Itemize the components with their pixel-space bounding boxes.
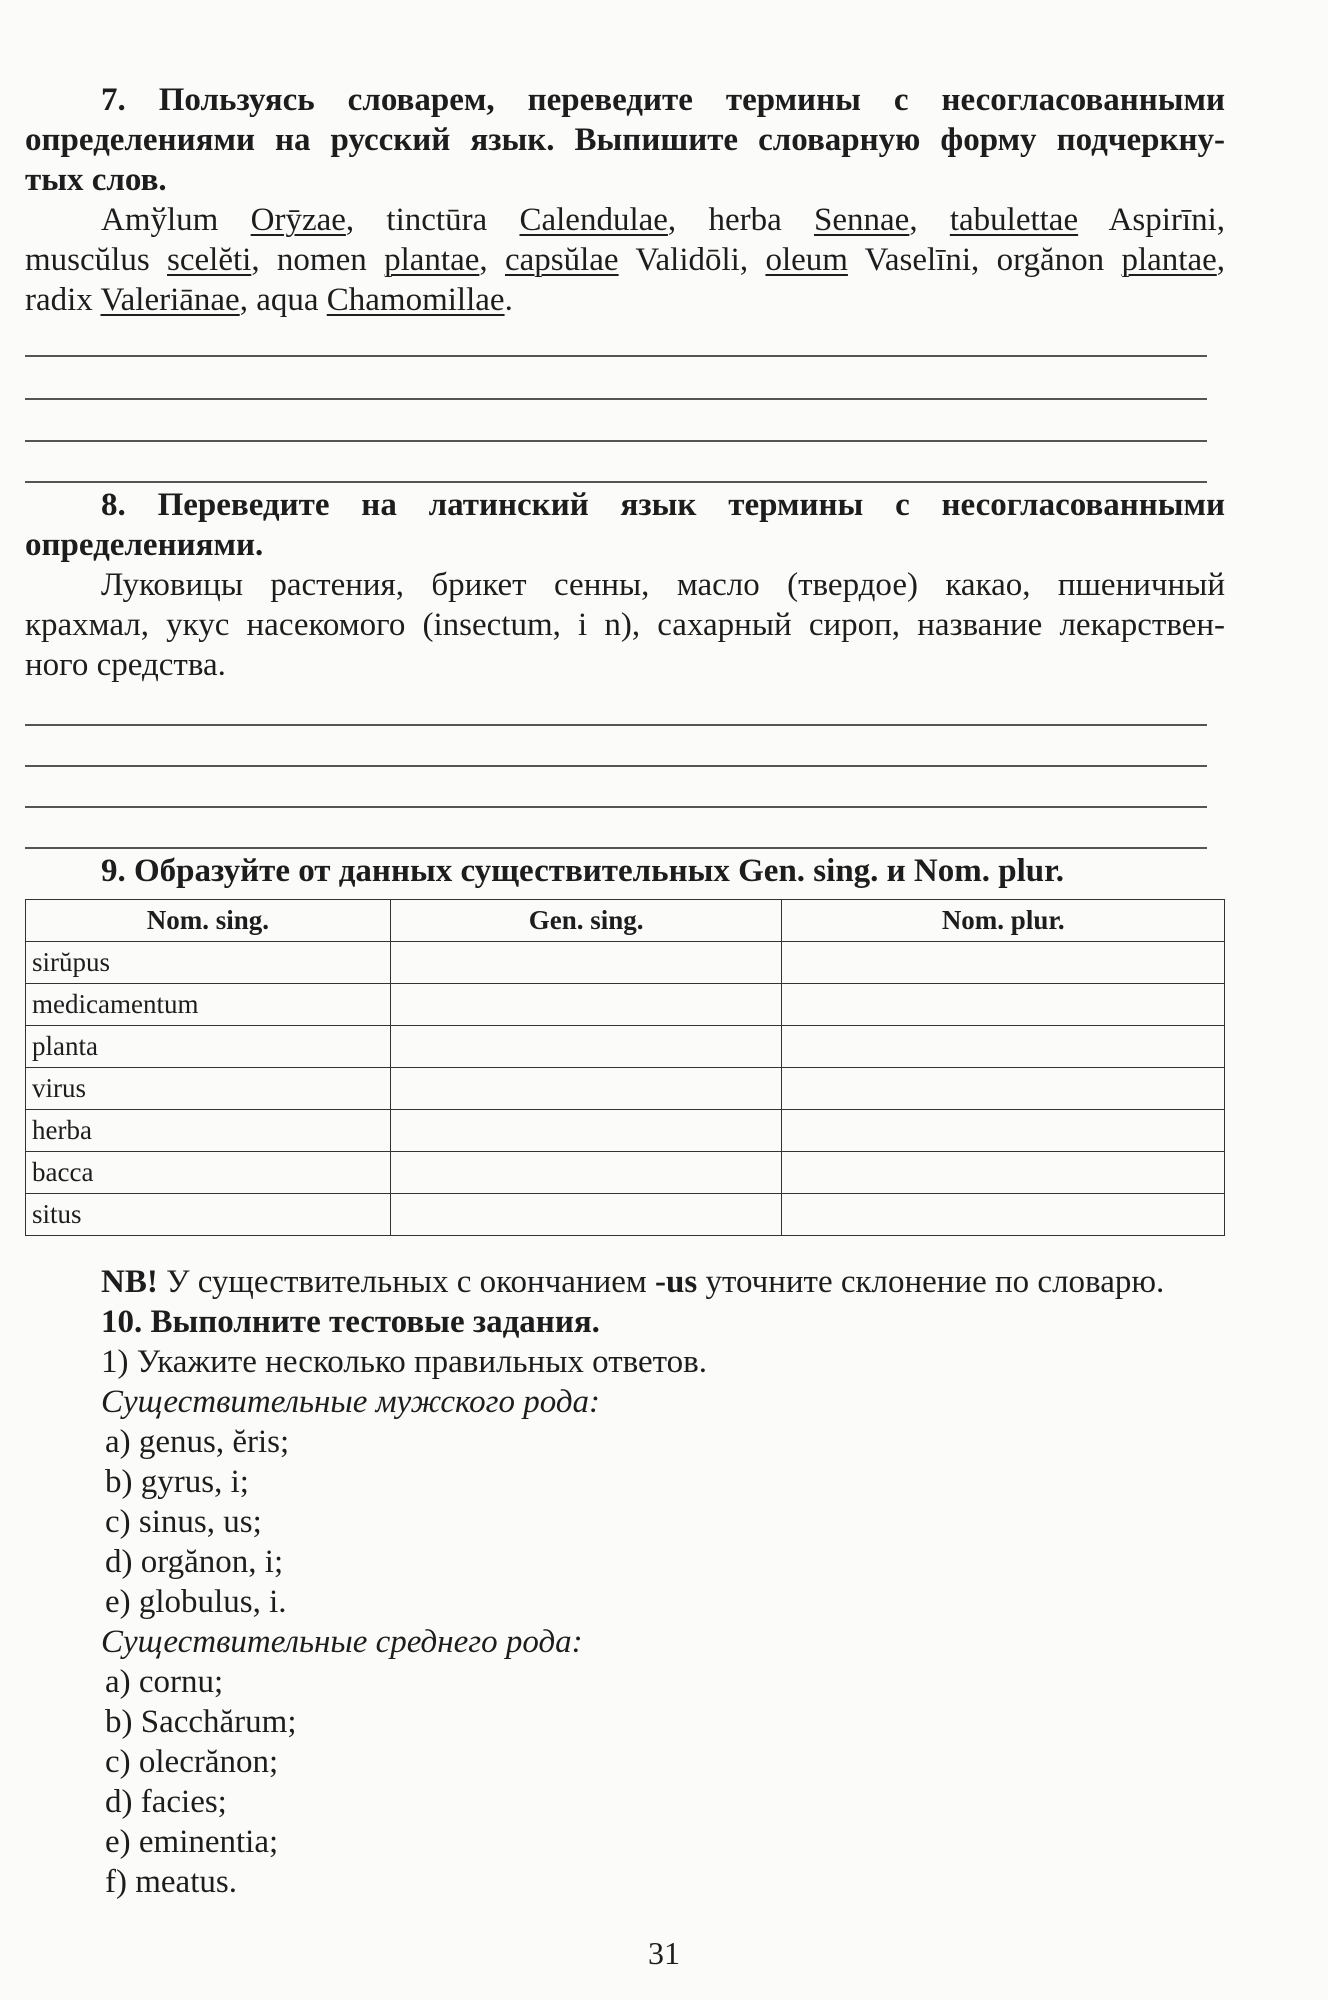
exercise-7-heading-line-1: 7. Пользуясь словарем, переведите термины с несогласованными bbox=[101, 82, 1225, 118]
nom-plur-answer-cell[interactable] bbox=[782, 1110, 1225, 1152]
nom-sing-cell: herba bbox=[26, 1110, 391, 1152]
table-row bbox=[26, 1068, 1225, 1110]
exercise-10-instruction: 1) Укажите несколько правильных ответов. bbox=[101, 1344, 707, 1380]
answer-line[interactable] bbox=[25, 765, 1207, 767]
gen-sing-answer-cell[interactable] bbox=[390, 984, 782, 1026]
exercise-7-terms-line-2: muscŭlus scelĕti, nomen plantae, capsŭlae Validōli, oleum Vaselīni, orgănon plantae, bbox=[25, 242, 1226, 278]
gen-sing-answer-cell[interactable] bbox=[390, 1194, 782, 1236]
answer-line[interactable] bbox=[25, 847, 1207, 849]
page-number: 31 bbox=[648, 1935, 680, 1971]
exercise-10-heading: 10. Выполните тестовые задания. bbox=[101, 1304, 600, 1340]
gen-sing-answer-cell[interactable] bbox=[390, 942, 782, 984]
answer-line[interactable] bbox=[25, 440, 1207, 442]
exercise-7-terms-line-1: Amўlum Orȳzae, tinctūra Calendulae, herba Sennae, tabulettae Aspirīni, bbox=[101, 202, 1225, 238]
column-header-gen-sing: Gen. sing. bbox=[390, 900, 782, 942]
exercise-7-heading-line-3: тых слов. bbox=[25, 162, 167, 198]
table-row bbox=[26, 942, 1225, 984]
exercise-7 bbox=[25, 80, 1225, 320]
nom-plur-answer-cell[interactable] bbox=[782, 942, 1225, 984]
table-row bbox=[26, 1194, 1225, 1236]
nom-plur-answer-cell[interactable] bbox=[782, 1152, 1225, 1194]
table-row bbox=[26, 1026, 1225, 1068]
nb-label: NB! bbox=[101, 1264, 158, 1300]
table-row bbox=[26, 984, 1225, 1026]
exercise-8-heading-line-2: определениями. bbox=[25, 527, 264, 563]
nom-plur-answer-cell[interactable] bbox=[782, 984, 1225, 1026]
exercise-8-body-line-1: Луковицы растения, брикет сенны, масло (твердое) какао, пшеничный bbox=[101, 567, 1225, 603]
nom-plur-answer-cell[interactable] bbox=[782, 1194, 1225, 1236]
answer-option[interactable]: f) meatus. bbox=[105, 1864, 237, 1900]
gen-sing-answer-cell[interactable] bbox=[390, 1152, 782, 1194]
gen-sing-answer-cell[interactable] bbox=[390, 1068, 782, 1110]
exercise-8-body-line-3: ного средства. bbox=[25, 647, 226, 683]
exercise-8-body-line-2: крахмал, укус насекомого (insectum, i n), сахарный сироп, название лекарствен- bbox=[25, 607, 1225, 643]
answer-option[interactable]: c) olecrănon; bbox=[105, 1744, 279, 1780]
answer-option[interactable]: b) Sacchărum; bbox=[105, 1704, 297, 1740]
exercise-10 bbox=[25, 1262, 1225, 1902]
nom-sing-cell: virus bbox=[26, 1068, 391, 1110]
column-header-nom-plur: Nom. plur. bbox=[782, 900, 1225, 942]
exercise-8 bbox=[25, 485, 1225, 685]
answer-line[interactable] bbox=[25, 481, 1207, 483]
table-header-row bbox=[26, 900, 1225, 942]
exercise-9 bbox=[25, 851, 1225, 1236]
answer-line[interactable] bbox=[25, 398, 1207, 400]
answer-option[interactable]: d) facies; bbox=[105, 1784, 227, 1820]
answer-line[interactable] bbox=[25, 724, 1207, 726]
nom-sing-cell: medicamentum bbox=[26, 984, 391, 1026]
nom-sing-cell: bacca bbox=[26, 1152, 391, 1194]
nb-ending: -us bbox=[655, 1264, 698, 1300]
answer-line[interactable] bbox=[25, 355, 1207, 357]
answer-line[interactable] bbox=[25, 806, 1207, 808]
masculine-group-title: Существительные мужского рода: bbox=[101, 1384, 601, 1420]
exercise-9-heading: 9. Образуйте от данных существительных Gen. sing. и Nom. plur. bbox=[101, 853, 1064, 889]
answer-option[interactable]: b) gyrus, i; bbox=[105, 1464, 249, 1500]
nom-sing-cell: planta bbox=[26, 1026, 391, 1068]
nom-sing-cell: sirŭpus bbox=[26, 942, 391, 984]
gen-sing-answer-cell[interactable] bbox=[390, 1110, 782, 1152]
declension-table bbox=[25, 899, 1225, 1236]
answer-option[interactable]: e) globulus, i. bbox=[105, 1584, 287, 1620]
exercise-7-heading-line-2: определениями на русский язык. Выпишите словарную форму подчеркну- bbox=[25, 122, 1225, 158]
exercise-8-heading-line-1: 8. Переведите на латинский язык термины с несогласованными bbox=[101, 487, 1225, 523]
nom-plur-answer-cell[interactable] bbox=[782, 1068, 1225, 1110]
answer-option[interactable]: d) orgănon, i; bbox=[105, 1544, 284, 1580]
nom-sing-cell: situs bbox=[26, 1194, 391, 1236]
answer-option[interactable]: c) sinus, us; bbox=[105, 1504, 262, 1540]
nom-plur-answer-cell[interactable] bbox=[782, 1026, 1225, 1068]
gen-sing-answer-cell[interactable] bbox=[390, 1026, 782, 1068]
table-row bbox=[26, 1110, 1225, 1152]
answer-option[interactable]: a) cornu; bbox=[105, 1664, 224, 1700]
answer-option[interactable]: a) genus, ĕris; bbox=[105, 1424, 290, 1460]
neuter-group-title: Существительные среднего рода: bbox=[101, 1624, 583, 1660]
answer-option[interactable]: e) eminentia; bbox=[105, 1824, 279, 1860]
neuter-options bbox=[25, 1662, 1225, 1902]
nb-note: NB! У существительных с окончанием -us уточните склонение по словарю. bbox=[101, 1264, 1165, 1300]
table-row bbox=[26, 1152, 1225, 1194]
exercise-7-terms-line-3: radix Valeriānae, aqua Chamomillae. bbox=[25, 282, 513, 318]
masculine-options bbox=[25, 1422, 1225, 1622]
column-header-nom-sing: Nom. sing. bbox=[26, 900, 391, 942]
